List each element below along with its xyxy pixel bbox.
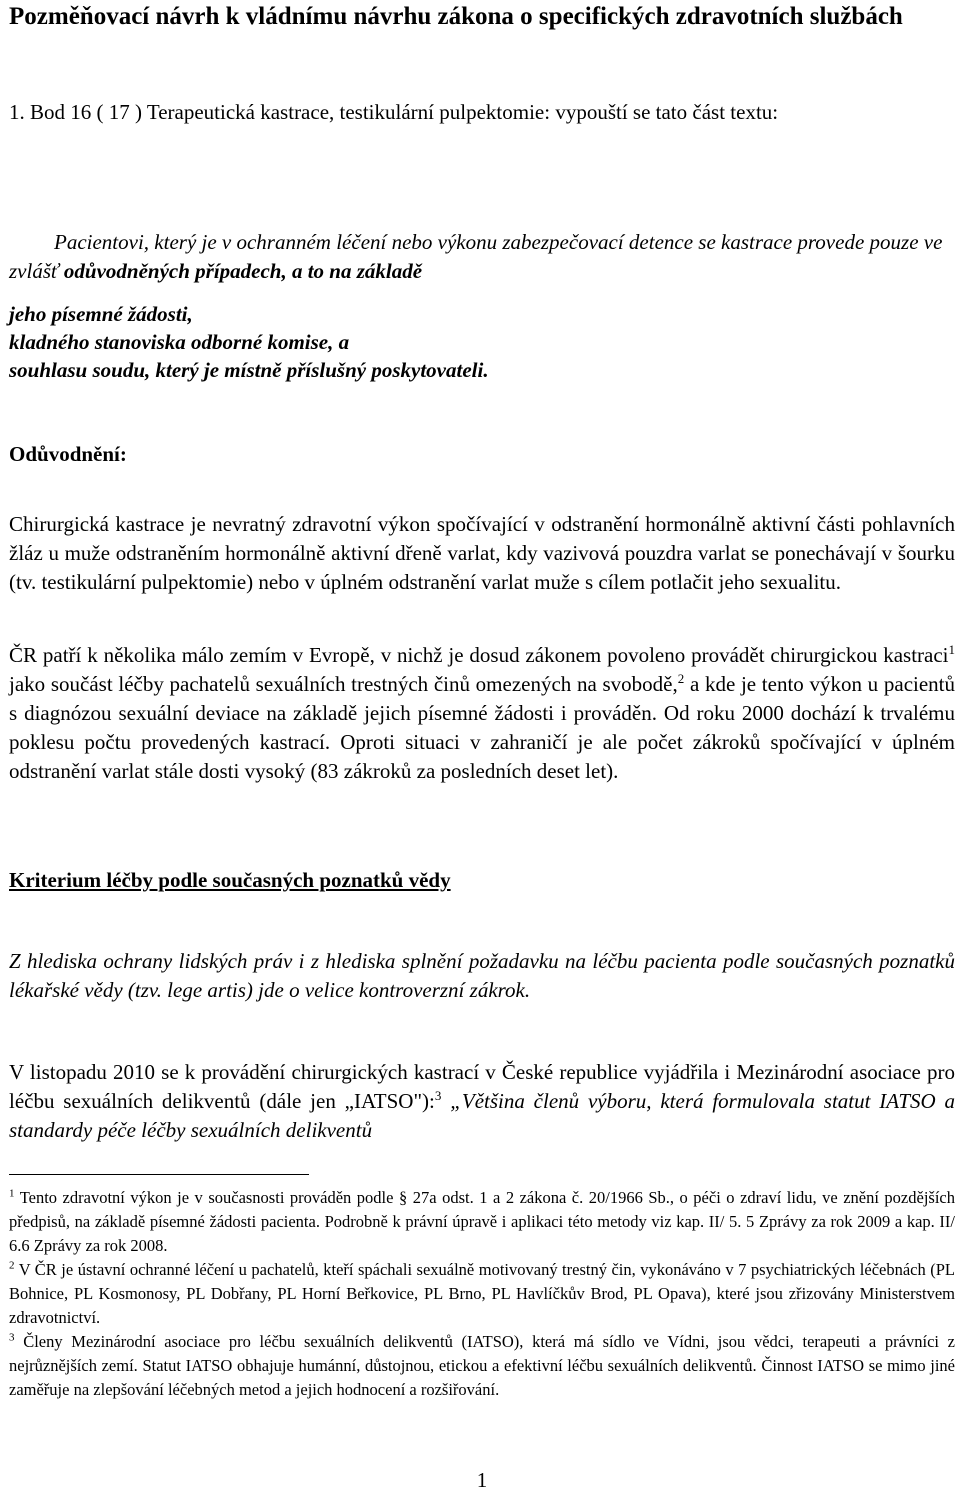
- footnote-ref-3[interactable]: 3: [434, 1088, 442, 1103]
- quoted-list-item: kladného stanoviska odborné komise, a: [9, 330, 350, 354]
- section-sign: §: [398, 1188, 408, 1207]
- page-number: 1: [476, 1468, 488, 1492]
- footnote-3: [9, 1330, 955, 1401]
- amendment-item: [9, 98, 955, 127]
- justification-paragraph-2-text: jako součást léčby pachatelů sexuálních trestných činů omezených na svobodě,: [9, 672, 678, 696]
- criterion-paragraph-2: [9, 1058, 955, 1145]
- footnote-ref-2[interactable]: 2: [677, 671, 685, 686]
- justification-paragraph-2-text: a kde je tento výkon u pacientů s diagnózou sexuální deviace na základě jejich písemné žádosti i prováděn. Od roku 2000 dochází k trvalému poklesu počtu provedených kastrací. Oproti situaci v zahraničí je ale počet zákroků spočívající v úplném odstranění varlat stále dosti vysoký (83 zákroků za posledních deset let).: [9, 672, 956, 783]
- quoted-text: [9, 228, 955, 286]
- footnote-text: 27a odst. 1 a 2 zákona č. 20/1966 Sb., o péči o zdraví lidu, ve znění pozdějších předpisů, na základě písemné žádosti pacienta. Podrobně k právní úpravě i aplikaci této metody viz kap. II/ 5. 5 Zprávy za rok 2009 a kap. II/ 6.6 Zprávy za rok 2008.: [9, 1188, 955, 1255]
- criterion-heading: Kriterium léčby podle současných poznatků vědy: [9, 868, 451, 892]
- criterion-paragraph-2-quote: „Většina členů výboru, která formulovala statut IATSO a standardy péče léčby sexuálních delikventů: [9, 1089, 955, 1142]
- criterion-paragraph-2-text: V listopadu 2010 se k provádění chirurgických kastrací v České republice vyjádřila i Mezinárodní asociace pro léčbu sexuálních delikventů (dále jen „IATSO"):: [9, 1060, 955, 1113]
- footnote-text: V ČR je ústavní ochranné léčení u pachatelů, kteří spáchali sexuálně motivovaný trestný čin, vykonáváno v 7 psychiatrických léčebnách (PL Bohnice, PL Kosmonosy, PL Dobřany, PL Horní Beřkovice, PL Brno, PL Havlíčkův Brod, PL Opava), které jsou zřizovány Ministerstvem zdravotnictví.: [9, 1260, 955, 1327]
- footnote-text: Tento zdravotní výkon je v současnosti prováděn podle: [14, 1188, 399, 1207]
- footnote-1: [9, 1186, 955, 1257]
- justification-paragraph-2: [9, 641, 955, 786]
- quoted-list-item: jeho písemné žádosti,: [9, 302, 193, 326]
- footnote-2: [9, 1258, 955, 1329]
- quoted-list-item: souhlasu soudu, který je místně příslušný poskytovateli.: [9, 358, 489, 382]
- amendment-item-text: 1. Bod 16 ( 17 ) Terapeutická kastrace, testikulární pulpektomie: vypouští se tato část textu:: [9, 100, 779, 124]
- footnote-text: Členy Mezinárodní asociace pro léčbu sexuálních delikventů (IATSO), která má sídlo ve Vídni, jsou vědci, terapeuti a právníci z nejrůznějších zemí. Statut IATSO obhajuje humánní, důstojnou, etickou a efektivní léčbu sexuálních delikventů. Činnost IATSO se mimo jiné zaměřuje na zlepšování léčebných metod a jejich hodnocení a rozšiřování.: [9, 1332, 955, 1399]
- footnote-number: 1: [9, 1187, 15, 1200]
- footnote-ref-1[interactable]: 1: [948, 642, 955, 657]
- footnote-number: 2: [9, 1259, 15, 1272]
- justification-heading: Odůvodnění:: [9, 442, 127, 466]
- quoted-text-line: Pacientovi, který je v ochranném léčení nebo výkonu zabezpečovací detence se kastrace provede pouze ve zvlášť: [9, 230, 943, 283]
- quoted-text-bold: odůvodněných případech, a to na základě: [63, 259, 423, 283]
- document-title: Pozměňovací návrh k vládnímu návrhu zákona o specifických zdravotních službách: [9, 3, 903, 30]
- footnote-number: 3: [9, 1331, 15, 1344]
- justification-paragraph-1: Chirurgická kastrace je nevratný zdravotní výkon spočívající v odstranění hormonálně aktivní části pohlavních žláz u muže odstraněním hormonálně aktivní dřeně varlat, kdy vazivová pouzdra varlat se ponechávají v šourku (tv. testikulární pulpektomie) nebo v úplném odstranění varlat muže s cílem potlačit jeho sexualitu.: [9, 512, 955, 594]
- criterion-paragraph: Z hlediska ochrany lidských práv i z hlediska splnění požadavku na léčbu pacienta podle současných poznatků lékařské vědy (tzv. lege artis) jde o velice kontroverzní zákrok.: [9, 949, 955, 1002]
- footnote-separator: [9, 1174, 309, 1175]
- justification-paragraph-2-text: ČR patří k několika málo zemím v Evropě, v nichž je dosud zákonem povoleno provádět chirurgickou kastraci: [9, 643, 949, 667]
- quoted-list: [9, 300, 955, 384]
